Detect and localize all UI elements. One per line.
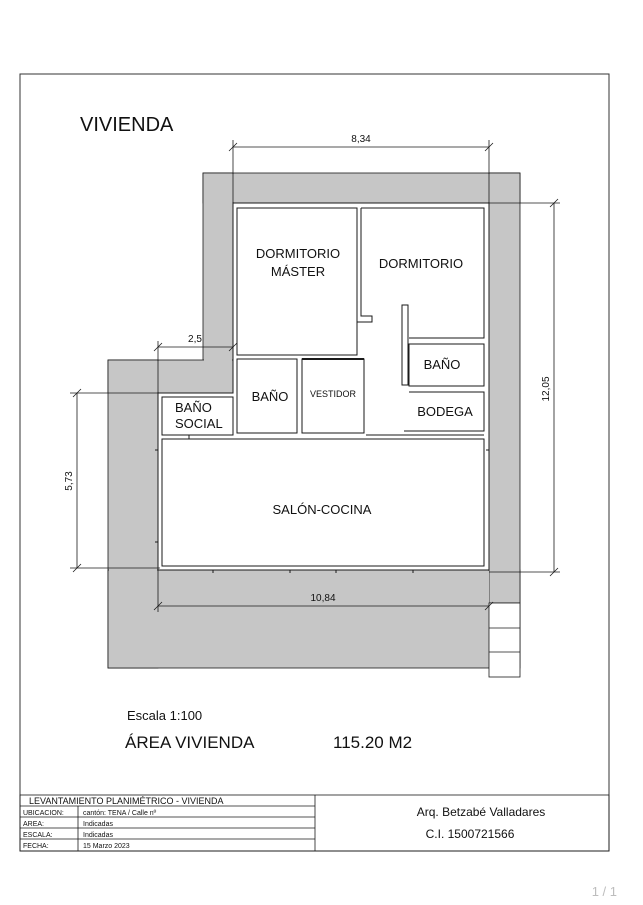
tb-value-ubicacion: cantón: TENA / Calle nº <box>83 810 157 817</box>
label-bano-master: BAÑO <box>251 389 289 404</box>
area-label: ÁREA VIVIENDA <box>125 733 255 752</box>
title-block-text <box>23 796 545 850</box>
tb-label-ubicacion: UBICACION: <box>23 810 64 817</box>
dim-right-label: 12,05 <box>541 376 552 402</box>
tb-label-fecha: FECHA: <box>23 843 49 850</box>
tb-label-area: AREA: <box>23 821 45 828</box>
tb-architect: Arq. Betzabé Valladares <box>416 805 546 819</box>
wall-fill-1 <box>204 174 519 202</box>
plan-title: VIVIENDA <box>80 114 174 136</box>
page-counter: 1 / 1 <box>591 884 617 899</box>
entry-steps <box>489 603 520 677</box>
label-dormitorio-master-2: MÁSTER <box>270 264 326 279</box>
tb-label-escala: ESCALA: <box>23 832 53 839</box>
tb-ci: C.I. 1500721566 <box>425 827 515 841</box>
scale-label: Escala 1:100 <box>127 708 203 723</box>
label-bano-social-1: BAÑO <box>175 400 212 415</box>
steps-box <box>489 603 520 677</box>
label-bano-social-2: SOCIAL <box>175 416 223 431</box>
label-salon-cocina: SALÓN-COCINA <box>272 502 372 517</box>
dim-left-label: 5,73 <box>64 471 75 491</box>
dim-top-label: 8,34 <box>351 134 371 145</box>
tb-value-escala: Indicadas <box>83 832 113 839</box>
tb-header: LEVANTAMIENTO PLANIMÉTRICO - VIVIENDA <box>29 796 224 806</box>
label-dormitorio-master-1: DORMITORIO <box>255 246 341 261</box>
dim-wing-label: 2,5 <box>188 334 202 345</box>
label-vestidor: VESTIDOR <box>309 389 357 399</box>
area-value: 115.20 M2 <box>333 733 413 752</box>
label-bodega: BODEGA <box>417 404 473 419</box>
wall-fill-2 <box>204 174 232 389</box>
label-bano-suite: BAÑO <box>423 357 461 372</box>
wall-fill-5 <box>109 571 489 667</box>
label-dormitorio: DORMITORIO <box>378 256 464 271</box>
dim-bottom-label: 10,84 <box>310 593 336 604</box>
wall-fill-6 <box>490 174 519 602</box>
tb-value-fecha: 15 Marzo 2023 <box>83 843 130 850</box>
tb-value-area: Indicadas <box>83 821 113 828</box>
